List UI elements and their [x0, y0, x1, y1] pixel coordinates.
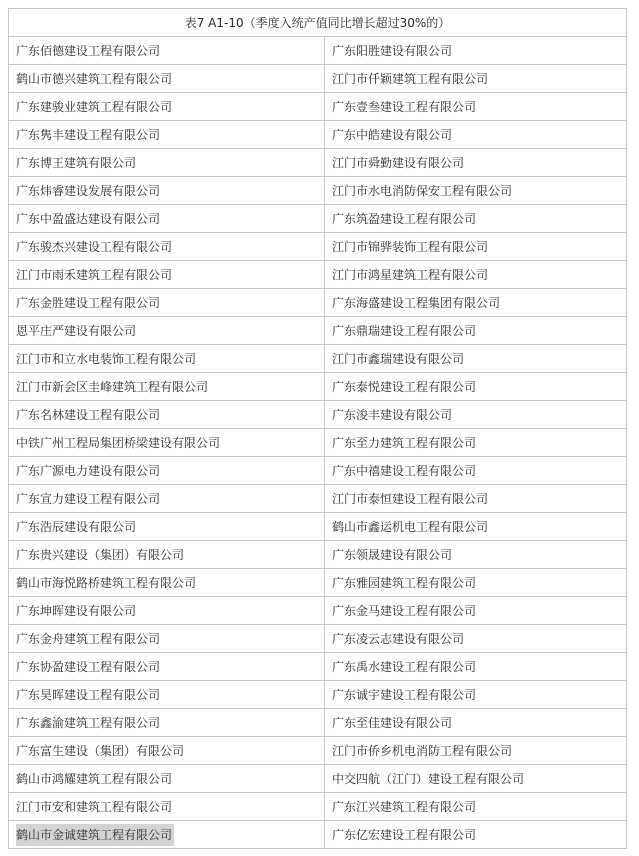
- company-name: 广东鑫渝建筑工程有限公司: [16, 716, 161, 730]
- company-name: 江门市泰恒建设工程有限公司: [332, 492, 489, 506]
- company-name: 广东江兴建筑工程有限公司: [332, 800, 477, 814]
- company-name: 广东壹叁建设工程有限公司: [332, 100, 477, 114]
- company-cell: [325, 793, 627, 821]
- company-name: 广东金马建设工程有限公司: [332, 604, 477, 618]
- company-name: 广东禹水建设工程有限公司: [332, 660, 477, 674]
- table-row: [9, 233, 627, 261]
- company-cell: [325, 737, 627, 765]
- table-row: [9, 429, 627, 457]
- company-name: 鹤山市鑫运机电工程有限公司: [332, 520, 489, 534]
- company-name: 广东海盛建设工程集团有限公司: [332, 296, 501, 310]
- company-cell: [9, 401, 325, 429]
- company-cell: [9, 205, 325, 233]
- table-row: [9, 569, 627, 597]
- company-table: [8, 8, 627, 849]
- company-cell: [9, 793, 325, 821]
- company-name: 恩平庄严建设有限公司: [16, 324, 137, 338]
- table-row: [9, 205, 627, 233]
- company-cell: [325, 65, 627, 93]
- company-name: 江门市安和建筑工程有限公司: [16, 800, 173, 814]
- company-name: 广东贵兴建设（集团）有限公司: [16, 548, 185, 562]
- company-cell: [325, 597, 627, 625]
- company-cell: [325, 373, 627, 401]
- company-cell: [9, 37, 325, 65]
- company-cell: [9, 541, 325, 569]
- company-name: 广东博王建筑有限公司: [16, 156, 137, 170]
- company-name: 江门市新会区圭峰建筑工程有限公司: [16, 380, 209, 394]
- company-name: 江门市和立水电装饰工程有限公司: [16, 352, 197, 366]
- company-name: 广东浚丰建设有限公司: [332, 408, 453, 422]
- company-cell: [9, 513, 325, 541]
- company-name: 江门市雨禾建筑工程有限公司: [16, 268, 173, 282]
- table-row: [9, 177, 627, 205]
- company-name: 广东富生建设（集团）有限公司: [16, 744, 185, 758]
- company-cell: [325, 821, 627, 849]
- company-cell: [9, 653, 325, 681]
- table-row: [9, 317, 627, 345]
- company-name: 广东至佳建设有限公司: [332, 716, 453, 730]
- table-row: [9, 121, 627, 149]
- company-cell: [325, 569, 627, 597]
- company-cell: [325, 233, 627, 261]
- table-row: [9, 681, 627, 709]
- company-name: 广东泰悦建设工程有限公司: [332, 380, 477, 394]
- company-cell: [325, 93, 627, 121]
- table-row: [9, 289, 627, 317]
- company-cell: [9, 317, 325, 345]
- company-name: 广东昊晖建设工程有限公司: [16, 688, 161, 702]
- table-row: [9, 625, 627, 653]
- table-row: [9, 653, 627, 681]
- company-cell: [325, 37, 627, 65]
- company-name: 广东鼎瑞建设工程有限公司: [332, 324, 477, 338]
- company-cell: [9, 765, 325, 793]
- company-name: 广东名林建设工程有限公司: [16, 408, 161, 422]
- table-row: [9, 149, 627, 177]
- table-row: [9, 373, 627, 401]
- company-cell: [325, 485, 627, 513]
- company-cell: [325, 317, 627, 345]
- company-name: 广东凌云志建设有限公司: [332, 632, 465, 646]
- company-name: 广东金胜建设工程有限公司: [16, 296, 161, 310]
- company-name: 广东协盈建设工程有限公司: [16, 660, 161, 674]
- company-name: 广东金舟建筑工程有限公司: [16, 632, 161, 646]
- company-name: 广东广源电力建设有限公司: [16, 464, 161, 478]
- company-cell: [325, 681, 627, 709]
- company-cell: [9, 289, 325, 317]
- company-cell: [325, 457, 627, 485]
- company-name: 广东骏杰兴建设工程有限公司: [16, 240, 173, 254]
- company-cell: [9, 625, 325, 653]
- company-name: 广东领晟建设有限公司: [332, 548, 453, 562]
- table-row: [9, 821, 627, 849]
- table-row: [9, 345, 627, 373]
- company-cell: [325, 149, 627, 177]
- company-cell: [325, 625, 627, 653]
- table-caption: 表7 A1-10（季度入统产值同比增长超过30%的）: [9, 9, 627, 37]
- table-row: [9, 709, 627, 737]
- company-name: 江门市鸿星建筑工程有限公司: [332, 268, 489, 282]
- company-cell: [325, 429, 627, 457]
- company-name: 广东诚宇建设工程有限公司: [332, 688, 477, 702]
- company-cell: [9, 821, 325, 849]
- table-row: [9, 65, 627, 93]
- company-cell: [325, 261, 627, 289]
- company-name: 广东宣力建设工程有限公司: [16, 492, 161, 506]
- company-name: 江门市锦骅装饰工程有限公司: [332, 240, 489, 254]
- company-name: 中铁广州工程局集团桥梁建设有限公司: [16, 436, 221, 450]
- table-row: [9, 457, 627, 485]
- company-cell: [9, 373, 325, 401]
- table-row: [9, 513, 627, 541]
- table-row: [9, 37, 627, 65]
- table-row: [9, 401, 627, 429]
- company-cell: [325, 345, 627, 373]
- company-cell: [325, 177, 627, 205]
- company-cell: [325, 205, 627, 233]
- company-name: 广东佰德建设工程有限公司: [16, 44, 161, 58]
- table-row: [9, 93, 627, 121]
- company-name: 中交四航（江门）建设工程有限公司: [332, 772, 525, 786]
- company-name: 鹤山市金诚建筑工程有限公司: [16, 824, 174, 846]
- company-name: 广东雅园建筑工程有限公司: [332, 576, 477, 590]
- company-cell: [325, 709, 627, 737]
- company-name: 广东亿宏建设工程有限公司: [332, 828, 477, 842]
- company-cell: [9, 261, 325, 289]
- company-cell: [9, 709, 325, 737]
- company-name: 江门市仟颖建筑工程有限公司: [332, 72, 489, 86]
- company-cell: [9, 737, 325, 765]
- company-name: 广东中盈盛达建设有限公司: [16, 212, 161, 226]
- table-row: [9, 485, 627, 513]
- company-cell: [9, 65, 325, 93]
- company-name: 广东坤晖建设有限公司: [16, 604, 137, 618]
- company-cell: [9, 177, 325, 205]
- company-name: 广东炜睿建设发展有限公司: [16, 184, 161, 198]
- company-name: 广东阳胜建设有限公司: [332, 44, 453, 58]
- table-body: [9, 37, 627, 849]
- company-name: 江门市侨乡机电消防工程有限公司: [332, 744, 513, 758]
- company-cell: [325, 541, 627, 569]
- company-cell: [325, 121, 627, 149]
- table-row: [9, 541, 627, 569]
- company-name: 广东至力建筑工程有限公司: [332, 436, 477, 450]
- company-name: 广东中皓建设有限公司: [332, 128, 453, 142]
- company-name: 广东中禧建设工程有限公司: [332, 464, 477, 478]
- company-name: 江门市舜勤建设有限公司: [332, 156, 465, 170]
- company-cell: [325, 289, 627, 317]
- company-cell: [9, 597, 325, 625]
- company-name: 江门市鑫瑞建设有限公司: [332, 352, 465, 366]
- company-cell: [9, 233, 325, 261]
- company-cell: [9, 569, 325, 597]
- table-caption-row: [9, 9, 627, 37]
- company-cell: [325, 653, 627, 681]
- table-row: [9, 765, 627, 793]
- table-row: [9, 261, 627, 289]
- company-cell: [9, 429, 325, 457]
- company-cell: [325, 401, 627, 429]
- company-name: 广东浩辰建设有限公司: [16, 520, 137, 534]
- company-name: 广东隽丰建设工程有限公司: [16, 128, 161, 142]
- company-cell: [9, 345, 325, 373]
- company-cell: [9, 681, 325, 709]
- company-cell: [9, 149, 325, 177]
- table-row: [9, 597, 627, 625]
- company-name: 鹤山市德兴建筑工程有限公司: [16, 72, 173, 86]
- company-name: 鹤山市海悦路桥建筑工程有限公司: [16, 576, 197, 590]
- company-name: 江门市水电消防保安工程有限公司: [332, 184, 513, 198]
- company-cell: [9, 457, 325, 485]
- company-cell: [9, 93, 325, 121]
- table-row: [9, 737, 627, 765]
- company-cell: [9, 121, 325, 149]
- company-cell: [325, 513, 627, 541]
- company-cell: [325, 765, 627, 793]
- company-name: 广东建骏业建筑工程有限公司: [16, 100, 173, 114]
- company-name: 鹤山市鸿耀建筑工程有限公司: [16, 772, 173, 786]
- company-cell: [9, 485, 325, 513]
- company-table-container: [8, 8, 626, 849]
- table-row: [9, 793, 627, 821]
- company-name: 广东筑盈建设工程有限公司: [332, 212, 477, 226]
